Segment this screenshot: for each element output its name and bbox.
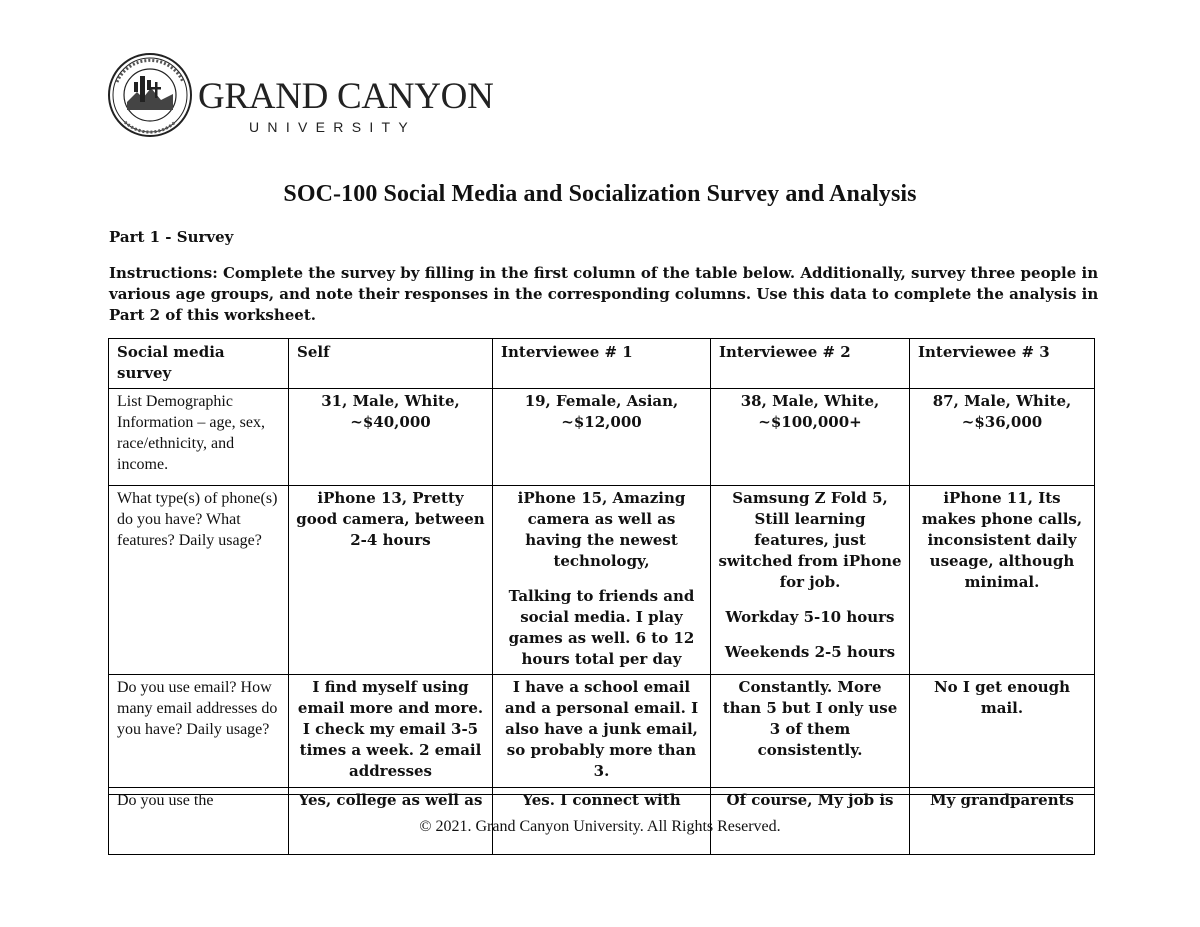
answer-text: 19, Female, Asian, ~$12,000: [524, 392, 679, 431]
answer-text: Workday 5-10 hours: [725, 608, 895, 626]
header-interviewee-2: Interviewee # 2: [711, 339, 910, 389]
table-row: [109, 675, 1095, 788]
logo-name: GRAND CANYON: [198, 76, 494, 117]
answer-cell-self: [289, 486, 493, 675]
answer-cell-interviewee-1: [493, 389, 711, 486]
answer-text: 31, Male, White, ~$40,000: [321, 392, 460, 431]
question-cell: Do you use email? How many email addresses do you have? Daily usage?: [109, 675, 289, 788]
answer-text: No I get enough mail.: [933, 678, 1071, 717]
header-self: Self: [289, 339, 493, 389]
answer-text: Constantly. More than 5 but I only use 3 of them consistently.: [722, 678, 898, 759]
answer-text: Weekends 2-5 hours: [724, 643, 896, 661]
question-cell: What type(s) of phone(s) do you have? What features? Daily usage?: [109, 486, 289, 675]
university-logo: [107, 52, 494, 142]
question-cell: Do you use the: [109, 788, 289, 855]
answer-text: iPhone 15, Amazing camera as well as having the newest technology,: [517, 489, 686, 570]
header-interviewee-1: Interviewee # 1: [493, 339, 711, 389]
question-cell: List Demographic Information – age, sex, race/ethnicity, and income.: [109, 389, 289, 486]
answer-cell-interviewee-3: [910, 486, 1095, 675]
instructions-text: Instructions: Complete the survey by filling in the first column of the table below. Additionally, survey three people in various age groups, and note their responses in the corresponding columns. Use this data to complete the analysis in Part 2 of this worksheet.: [109, 264, 1099, 324]
answer-text: My grandparents: [930, 791, 1074, 809]
answer-text: Samsung Z Fold 5, Still learning features, just switched from iPhone for job.: [718, 489, 902, 591]
answer-cell-self: [289, 675, 493, 788]
answer-cell-interviewee-1: [493, 486, 711, 675]
answer-text: iPhone 13, Pretty good camera, between 2-4 hours: [296, 489, 485, 549]
answer-text: Yes. I connect with: [522, 791, 681, 809]
answer-text: 87, Male, White, ~$36,000: [932, 392, 1072, 431]
part-heading: Part 1 - Survey: [109, 228, 234, 246]
answer-text: I have a school email and a personal email. I also have a junk email, so probably more than 3.: [504, 678, 699, 780]
answer-cell-interviewee-3: [910, 389, 1095, 486]
answer-text: 38, Male, White, ~$100,000+: [740, 392, 880, 431]
header-question: Social media survey: [109, 339, 289, 389]
answer-cell-interviewee-2: [711, 389, 910, 486]
table-row: [109, 389, 1095, 486]
university-seal-icon: [107, 52, 193, 138]
answer-cell-interviewee-2: [711, 675, 910, 788]
answer-cell-self: [289, 389, 493, 486]
answer-text: Of course, My job is: [726, 791, 894, 809]
document-title: SOC-100 Social Media and Socialization Survey and Analysis: [283, 181, 917, 207]
table-header-row: [109, 339, 1095, 389]
answer-text: Yes, college as well as: [298, 791, 483, 809]
answer-cell-interviewee-3: [910, 675, 1095, 788]
answer-cell-interviewee-2: [711, 486, 910, 675]
answer-cell-interviewee-1: [493, 675, 711, 788]
logo-subtitle: UNIVERSITY: [249, 119, 417, 135]
survey-table-container: [108, 338, 1094, 809]
answer-text: I find myself using email more and more. I check my email 3-5 times a week. 2 email addresses: [297, 678, 484, 780]
copyright-footer: © 2021. Grand Canyon University. All Rights Reserved.: [419, 818, 781, 835]
table-row: [109, 486, 1095, 675]
answer-text: iPhone 11, Its makes phone calls, inconsistent daily useage, although minimal.: [921, 489, 1083, 591]
answer-text: Talking to friends and social media. I play games as well. 6 to 12 hours total per day: [508, 587, 695, 668]
survey-table: [108, 338, 1095, 855]
header-interviewee-3: Interviewee # 3: [910, 339, 1095, 389]
